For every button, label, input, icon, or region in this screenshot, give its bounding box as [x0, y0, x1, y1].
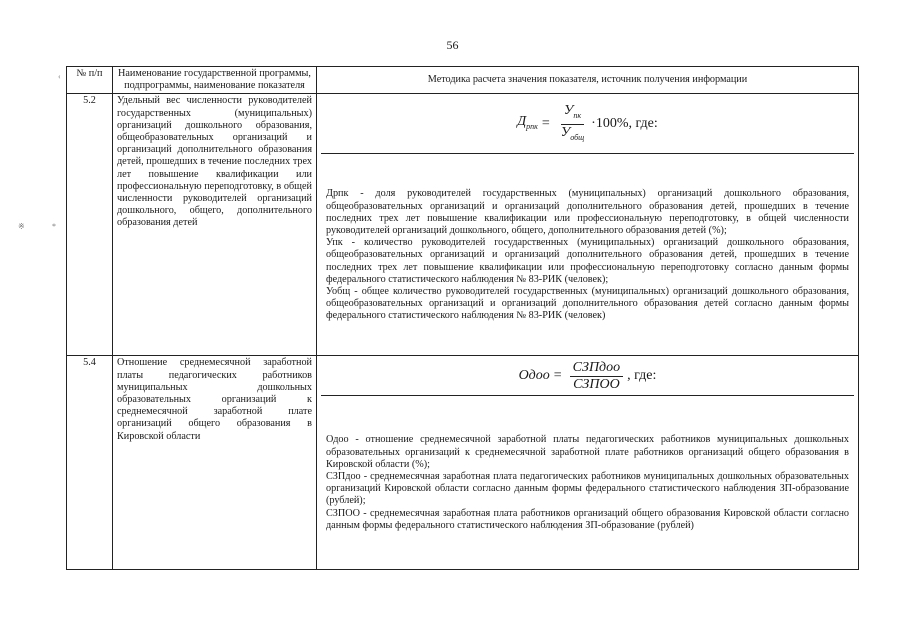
formula [321, 357, 854, 396]
formula-denominator: $У_{общ}$ [560, 124, 585, 142]
table-row [67, 356, 859, 570]
formula-lhs: Одоо [518, 368, 550, 384]
formula-fraction [558, 103, 587, 146]
header-name: Наименование государственной программы, подпрограммы, наименование показателя [113, 67, 317, 94]
method-cell [317, 356, 859, 570]
margin-mark: ※ [18, 222, 25, 231]
formula [321, 95, 854, 154]
method-description [321, 430, 854, 534]
description-paragraph: СЗПдоо - среднемесячная заработная плата педагогических работников муниципальных дошкольных образовательных организаций Кировской области согласно данным формы федерального статистического наблюдения ЗП-образование (рублей); [326, 471, 849, 507]
method-description [321, 184, 854, 324]
margin-mark: ‹ [58, 72, 61, 81]
description-paragraph: Одоо - отношение среднемесячной заработной платы педагогических работников муниципальных дошкольных образовательных организаций к среднемесячной заработной плате работников организаций общего образования в Кировской области (%); [326, 434, 849, 470]
formula-numerator: СЗПдоо [570, 360, 623, 377]
header-number: № п/п [67, 67, 113, 94]
indicator-name: Отношение среднемесячной заработной платы педагогических работников муниципальных дошкольных образовательных организаций к среднемесячной заработной плате организаций общего образования в Кировской области [113, 356, 317, 570]
formula-denominator: СЗПОО [573, 376, 620, 392]
table-row [67, 94, 859, 356]
row-number: 5.2 [67, 94, 113, 356]
formula-tail: , где: [627, 368, 657, 384]
table-header-row [67, 67, 859, 94]
indicator-name: Удельный вес численности руководителей государственных (муниципальных) организаций дошкольного образования, общеобразовательных организаций и организаций дополнительного образования детей, прошедших в течение последних трех лет повышение квалификации или профессиональную переподготовку, в общей численности руководителей организаций дошкольного, общего, дополнительного образования детей [113, 94, 317, 356]
page-number: 56 [446, 38, 459, 52]
description-paragraph: Уобщ - общее количество руководителей государственных (муниципальных) организаций дошкольного образования, общеобразовательных организаций и организаций дополнительного образования детей согласно данным формы федерального статистического наблюдения № 83-РИК (человек) [326, 286, 849, 322]
header-method: Методика расчета значения показателя, источник получения информации [317, 67, 859, 94]
description-paragraph: Упк - количество руководителей государственных (муниципальных) организаций дошкольного образования, общеобразовательных организаций и организаций дополнительного образования детей, прошедших в течение последних трех лет повышение квалификации или профессиональную переподготовку согласно данным формы федерального статистического наблюдения № 83-РИК (человек); [326, 237, 849, 285]
formula-equals: = [553, 368, 562, 384]
formula-tail: ·100%, где: [591, 116, 658, 132]
description-paragraph: СЗПОО - среднемесячная заработная плата работников организаций общего образования Кировской области согласно данным формы федерального статистического наблюдения ЗП-образование (рублей) [326, 507, 849, 531]
formula-numerator: $У_{пк}$ [561, 103, 584, 125]
formula-lhs: $Д_{рпк}$ [517, 113, 538, 131]
indicator-table [66, 66, 859, 570]
formula-equals: = [541, 116, 550, 132]
formula-fraction [570, 360, 623, 393]
description-paragraph: Дрпк - доля руководителей государственных (муниципальных) организаций дошкольного образования, общеобразовательных организаций и организаций дополнительного образования детей, прошедших в течение последних трех лет повышение квалификации или профессиональную переподготовку, в общей численности руководителей организаций дошкольного, общего, дополнительного образования детей (%); [326, 188, 849, 237]
margin-mark: * [52, 222, 56, 231]
method-cell [317, 94, 859, 356]
row-number: 5.4 [67, 356, 113, 570]
